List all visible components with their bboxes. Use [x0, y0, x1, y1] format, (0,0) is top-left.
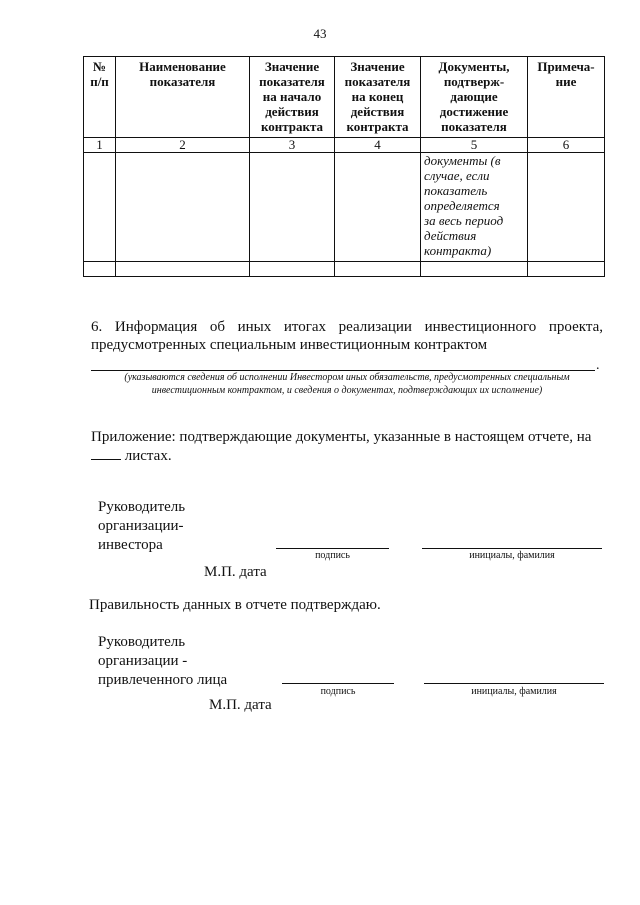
signature-caption: подпись — [320, 686, 356, 697]
signer-2-line: привлеченного лица — [98, 672, 228, 688]
stamp-date: М.П. дата — [209, 697, 272, 713]
section-6-line-1: 6. Информация об иных итогах реализации инвестиционного проекта, — [91, 319, 603, 335]
header-cell: Значение показателя на конец действия контракта — [335, 57, 421, 138]
signature-line — [282, 683, 394, 684]
header-cell: Наименование показателя — [116, 57, 250, 138]
table-cell — [116, 262, 250, 277]
column-number: 2 — [116, 138, 250, 153]
signature-line — [276, 548, 389, 549]
signer-2-line: организации - — [98, 653, 188, 669]
indicators-table — [83, 56, 605, 277]
name-line — [424, 683, 604, 684]
table-row — [84, 153, 605, 262]
appendix-text — [91, 428, 603, 465]
table-cell — [421, 262, 528, 277]
appendix-line-2: листах. — [124, 448, 172, 464]
signer-1-line: организации- — [98, 518, 184, 534]
section-6-note: (указываются сведения об исполнении Инвестором иных обязательств, предусмотренных специальным инвестиционным контрактом, и сведения о документах, подтверждающих их исполнение) — [124, 372, 570, 396]
section-6-heading — [91, 318, 603, 354]
name-caption: инициалы, фамилия — [469, 550, 555, 561]
sheet-count-blank — [91, 446, 121, 460]
page-number: 43 — [313, 26, 327, 41]
column-number-row — [84, 138, 605, 153]
table-header-row — [84, 57, 605, 138]
table-cell — [528, 153, 605, 262]
column-number: 1 — [84, 138, 116, 153]
header-cell: Примеча- ние — [528, 57, 605, 138]
column-number: 4 — [335, 138, 421, 153]
header-cell: Документы, подтверж- дающие достижение показателя — [421, 57, 528, 138]
column-number: 5 — [421, 138, 528, 153]
table-cell — [335, 262, 421, 277]
appendix-line-1: Приложение: подтверждающие документы, указанные в настоящем отчете, на — [91, 429, 592, 445]
table-cell — [116, 153, 250, 262]
signer-2-title — [98, 633, 227, 690]
signer-2-line: Руководитель — [98, 634, 186, 650]
column-number: 6 — [528, 138, 605, 153]
stamp-date: М.П. дата — [204, 564, 267, 580]
column-number: 3 — [250, 138, 335, 153]
table-cell — [250, 262, 335, 277]
table-cell — [250, 153, 335, 262]
table-cell — [335, 153, 421, 262]
header-cell: Значение показателя на начало действия контракта — [250, 57, 335, 138]
table-cell — [84, 153, 116, 262]
documents-note-cell: документы (в случае, если показатель определяется за весь период действия контракта) — [421, 153, 528, 262]
signer-1-line: инвестора — [98, 537, 163, 553]
name-line — [422, 548, 602, 549]
confirmation-text: Правильность данных в отчете подтверждаю. — [89, 597, 381, 613]
table-cell — [528, 262, 605, 277]
table-cell — [84, 262, 116, 277]
line-end-dot: . — [596, 358, 600, 373]
section-6-line-2: предусмотренных специальным инвестиционным контрактом — [91, 337, 488, 353]
name-caption: инициалы, фамилия — [471, 686, 557, 697]
table-row — [84, 262, 605, 277]
signer-1-title — [98, 498, 185, 555]
signature-caption: подпись — [315, 550, 350, 561]
signer-1-line: Руководитель — [98, 499, 186, 515]
header-cell: № п/п — [84, 57, 116, 138]
